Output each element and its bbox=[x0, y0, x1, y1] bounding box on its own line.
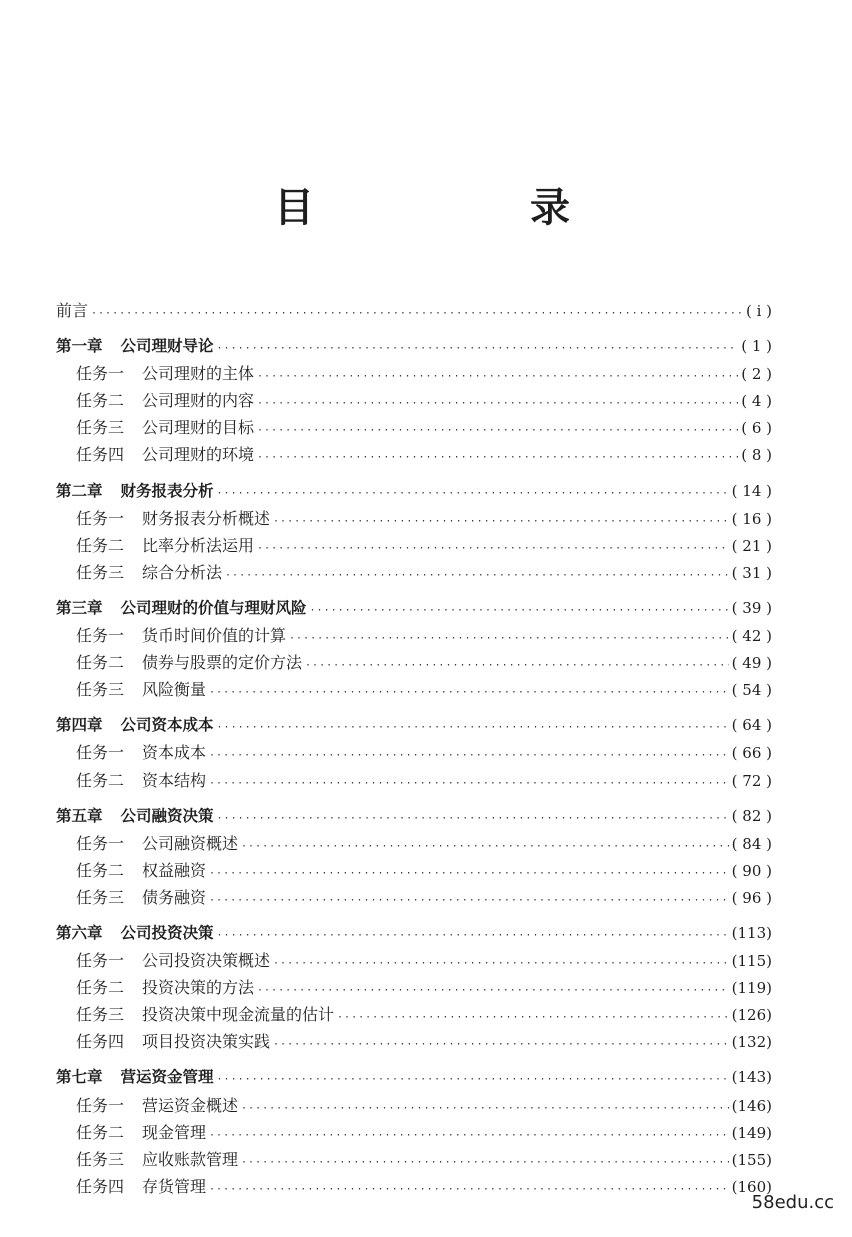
dot-leader bbox=[257, 977, 729, 1004]
toc-page-number: ( 84 ) bbox=[731, 834, 772, 853]
toc-entry-number: 任务一 bbox=[76, 833, 125, 853]
toc-entry-label: 公司理财的价值与理财风险 bbox=[120, 598, 307, 617]
dot-leader bbox=[209, 770, 729, 797]
toc-entry-label: 风险衡量 bbox=[142, 680, 207, 700]
toc-entry-label: 公司融资决策 bbox=[120, 806, 214, 825]
toc-entry-label: 权益融资 bbox=[142, 860, 207, 880]
toc-entry-number: 任务三 bbox=[76, 887, 125, 907]
toc-page-number: (146) bbox=[731, 1096, 772, 1115]
toc-page-number: ( 72 ) bbox=[731, 771, 772, 790]
toc-page-number: ( 90 ) bbox=[731, 861, 772, 880]
toc-task-entry[interactable] bbox=[56, 857, 772, 884]
dot-leader bbox=[209, 679, 729, 706]
toc-entry-label: 资本成本 bbox=[142, 743, 207, 763]
toc-page-number: (160) bbox=[731, 1177, 772, 1196]
toc-task-entry[interactable] bbox=[56, 974, 772, 1001]
toc-entry-label: 投资决策的方法 bbox=[142, 978, 255, 998]
dot-leader bbox=[217, 805, 729, 832]
toc-entry-label: 投资决策中现金流量的估计 bbox=[142, 1005, 335, 1025]
toc-page-number: ( 64 ) bbox=[731, 716, 772, 735]
toc-task-entry[interactable] bbox=[56, 559, 772, 586]
toc-entry-label: 公司投资决策 bbox=[120, 923, 214, 942]
toc-entry-label: 公司投资决策概述 bbox=[142, 951, 271, 971]
dot-leader bbox=[241, 1149, 729, 1176]
toc-page-number: ( 82 ) bbox=[731, 806, 772, 825]
toc-page-number: ( 66 ) bbox=[731, 744, 772, 763]
toc-chapter-entry[interactable] bbox=[56, 803, 772, 830]
toc-chapter-entry[interactable] bbox=[56, 333, 772, 360]
toc-entry-number: 任务四 bbox=[76, 445, 125, 465]
toc-page-number: ( 96 ) bbox=[731, 888, 772, 907]
toc-entry-label: 前言 bbox=[56, 301, 89, 320]
dot-leader bbox=[209, 887, 729, 914]
toc-entry-number: 任务三 bbox=[76, 1149, 125, 1169]
toc-entry-number: 任务二 bbox=[76, 770, 125, 790]
toc-entry-label: 营运资金概述 bbox=[142, 1095, 239, 1115]
dot-leader bbox=[241, 833, 729, 860]
toc-task-entry[interactable] bbox=[56, 1146, 772, 1173]
toc-page-number: ( 54 ) bbox=[731, 681, 772, 700]
toc-page-number: ( 31 ) bbox=[731, 563, 772, 582]
toc-chapter-entry[interactable] bbox=[56, 595, 772, 622]
dot-leader bbox=[305, 652, 729, 679]
toc-page-number: (149) bbox=[731, 1123, 772, 1142]
dot-leader bbox=[257, 363, 738, 390]
toc-task-entry[interactable] bbox=[56, 387, 772, 414]
toc-entry-number: 任务三 bbox=[76, 1005, 125, 1025]
toc-task-entry[interactable] bbox=[56, 767, 772, 794]
toc-entry-number: 第五章 bbox=[56, 806, 103, 825]
toc-entry-label: 财务报表分析概述 bbox=[142, 508, 271, 528]
toc-entry-label: 项目投资决策实践 bbox=[142, 1032, 271, 1052]
toc-entry-number: 第二章 bbox=[56, 481, 103, 500]
dot-leader bbox=[209, 1176, 729, 1203]
toc-page-number: ( 42 ) bbox=[731, 627, 772, 646]
toc-entry-number: 任务一 bbox=[76, 508, 125, 528]
toc-task-entry[interactable] bbox=[56, 830, 772, 857]
toc-task-entry[interactable] bbox=[56, 1001, 772, 1028]
toc-entry-number: 任务二 bbox=[76, 653, 125, 673]
toc-task-entry[interactable] bbox=[56, 739, 772, 766]
toc-page-number: ( 1 ) bbox=[741, 337, 772, 356]
toc-entry-number: 任务四 bbox=[76, 1176, 125, 1196]
dot-leader bbox=[273, 1031, 729, 1058]
toc-page-number: (126) bbox=[731, 1006, 772, 1025]
toc-entry-number: 第六章 bbox=[56, 923, 103, 942]
toc-page-number: ( 21 ) bbox=[731, 536, 772, 555]
toc-page-number: (155) bbox=[731, 1150, 772, 1169]
dot-leader bbox=[209, 860, 729, 887]
toc-page-number: ( 14 ) bbox=[731, 481, 772, 500]
dot-leader bbox=[257, 444, 738, 471]
dot-leader bbox=[209, 1122, 729, 1149]
toc-entry-number: 任务一 bbox=[76, 743, 125, 763]
toc-task-entry[interactable] bbox=[56, 1028, 772, 1055]
toc-entry-number: 任务二 bbox=[76, 978, 125, 998]
toc-page-number: (132) bbox=[731, 1033, 772, 1052]
toc-task-entry[interactable] bbox=[56, 947, 772, 974]
toc-entry-number: 任务一 bbox=[76, 364, 125, 384]
toc-entry-number: 第一章 bbox=[56, 337, 103, 356]
toc-entry-number: 任务一 bbox=[76, 626, 125, 646]
toc-task-entry[interactable] bbox=[56, 414, 772, 441]
toc-entry-label: 货币时间价值的计算 bbox=[142, 626, 287, 646]
toc-task-entry[interactable] bbox=[56, 1092, 772, 1119]
toc-task-entry[interactable] bbox=[56, 532, 772, 559]
dot-leader bbox=[257, 390, 738, 417]
toc-entry-label: 比率分析法运用 bbox=[142, 535, 255, 555]
toc-entry-number: 任务二 bbox=[76, 1122, 125, 1142]
toc-preface-entry[interactable] bbox=[56, 297, 772, 324]
dot-leader bbox=[91, 300, 743, 327]
toc-task-entry[interactable] bbox=[56, 649, 772, 676]
toc-page-number: ( 49 ) bbox=[731, 654, 772, 673]
toc-entry-number: 任务三 bbox=[76, 680, 125, 700]
toc-page-number: ( 8 ) bbox=[741, 446, 772, 465]
toc-task-entry[interactable] bbox=[56, 622, 772, 649]
toc-page-number: ( ⅰ ) bbox=[745, 302, 772, 320]
dot-leader bbox=[217, 714, 729, 741]
toc-page-number: ( 6 ) bbox=[741, 419, 772, 438]
toc-entry-label: 公司资本成本 bbox=[120, 716, 214, 735]
toc-entry-label: 公司融资概述 bbox=[142, 833, 239, 853]
dot-leader bbox=[209, 742, 729, 769]
toc-entry-label: 债务融资 bbox=[142, 887, 207, 907]
toc-page-number: (115) bbox=[731, 952, 772, 971]
toc-entry-label: 营运资金管理 bbox=[120, 1068, 214, 1087]
toc-page-number: (113) bbox=[731, 923, 772, 942]
toc-chapter-entry[interactable] bbox=[56, 1064, 772, 1091]
dot-leader bbox=[289, 625, 729, 652]
toc-entry-number: 任务三 bbox=[76, 562, 125, 582]
toc-entry-label: 应收账款管理 bbox=[142, 1149, 239, 1169]
toc-page-number: ( 39 ) bbox=[731, 598, 772, 617]
dot-leader bbox=[273, 508, 729, 535]
toc-task-entry[interactable] bbox=[56, 360, 772, 387]
toc-chapter-entry[interactable] bbox=[56, 920, 772, 947]
toc-chapter-entry[interactable] bbox=[56, 712, 772, 739]
toc-entry-number: 任务二 bbox=[76, 535, 125, 555]
toc-task-entry[interactable] bbox=[56, 1119, 772, 1146]
toc-page-number: (143) bbox=[731, 1068, 772, 1087]
toc-entry-number: 第三章 bbox=[56, 598, 103, 617]
toc-entry-label: 资本结构 bbox=[142, 770, 207, 790]
toc-entry-number: 任务二 bbox=[76, 860, 125, 880]
dot-leader bbox=[217, 335, 739, 362]
toc-entry-number: 任务四 bbox=[76, 1032, 125, 1052]
dot-leader bbox=[337, 1004, 729, 1031]
dot-leader bbox=[310, 597, 729, 624]
toc-task-entry[interactable] bbox=[56, 1173, 772, 1200]
toc-task-entry[interactable] bbox=[56, 441, 772, 468]
dot-leader bbox=[217, 480, 729, 507]
toc-entry-label: 财务报表分析 bbox=[120, 481, 214, 500]
toc-entry-label: 债券与股票的定价方法 bbox=[142, 653, 303, 673]
dot-leader bbox=[273, 950, 729, 977]
toc-task-entry[interactable] bbox=[56, 505, 772, 532]
toc-entry-number: 第四章 bbox=[56, 716, 103, 735]
toc-page-number: ( 16 ) bbox=[731, 509, 772, 528]
dot-leader bbox=[217, 922, 729, 949]
toc-entry-label: 公司理财的环境 bbox=[142, 445, 255, 465]
toc-entry-number: 第七章 bbox=[56, 1068, 103, 1087]
toc-entry-label: 存货管理 bbox=[142, 1176, 207, 1196]
toc-page-number: (119) bbox=[731, 979, 772, 998]
toc-entry-number: 任务三 bbox=[76, 418, 125, 438]
toc-entry-number: 任务一 bbox=[76, 951, 125, 971]
dot-leader bbox=[217, 1066, 729, 1093]
toc-entry-label: 公司理财导论 bbox=[120, 337, 214, 356]
dot-leader bbox=[241, 1095, 729, 1122]
toc-entry-label: 公司理财的内容 bbox=[142, 391, 255, 411]
toc-entry-number: 任务一 bbox=[76, 1095, 125, 1115]
toc-entry-label: 综合分析法 bbox=[142, 562, 223, 582]
dot-leader bbox=[257, 417, 738, 444]
toc-page-number: ( 2 ) bbox=[741, 365, 772, 384]
table-of-contents bbox=[56, 297, 772, 1200]
dot-leader bbox=[225, 562, 729, 589]
toc-entry-label: 公司理财的主体 bbox=[142, 364, 255, 384]
toc-page-number: ( 4 ) bbox=[741, 392, 772, 411]
toc-entry-number: 任务二 bbox=[76, 391, 125, 411]
dot-leader bbox=[257, 535, 729, 562]
toc-entry-label: 现金管理 bbox=[142, 1122, 207, 1142]
toc-task-entry[interactable] bbox=[56, 676, 772, 703]
page-title: 目 录 bbox=[274, 185, 658, 231]
watermark: 58edu.cc bbox=[751, 1192, 834, 1213]
toc-chapter-entry[interactable] bbox=[56, 478, 772, 505]
toc-task-entry[interactable] bbox=[56, 884, 772, 911]
toc-entry-label: 公司理财的目标 bbox=[142, 418, 255, 438]
